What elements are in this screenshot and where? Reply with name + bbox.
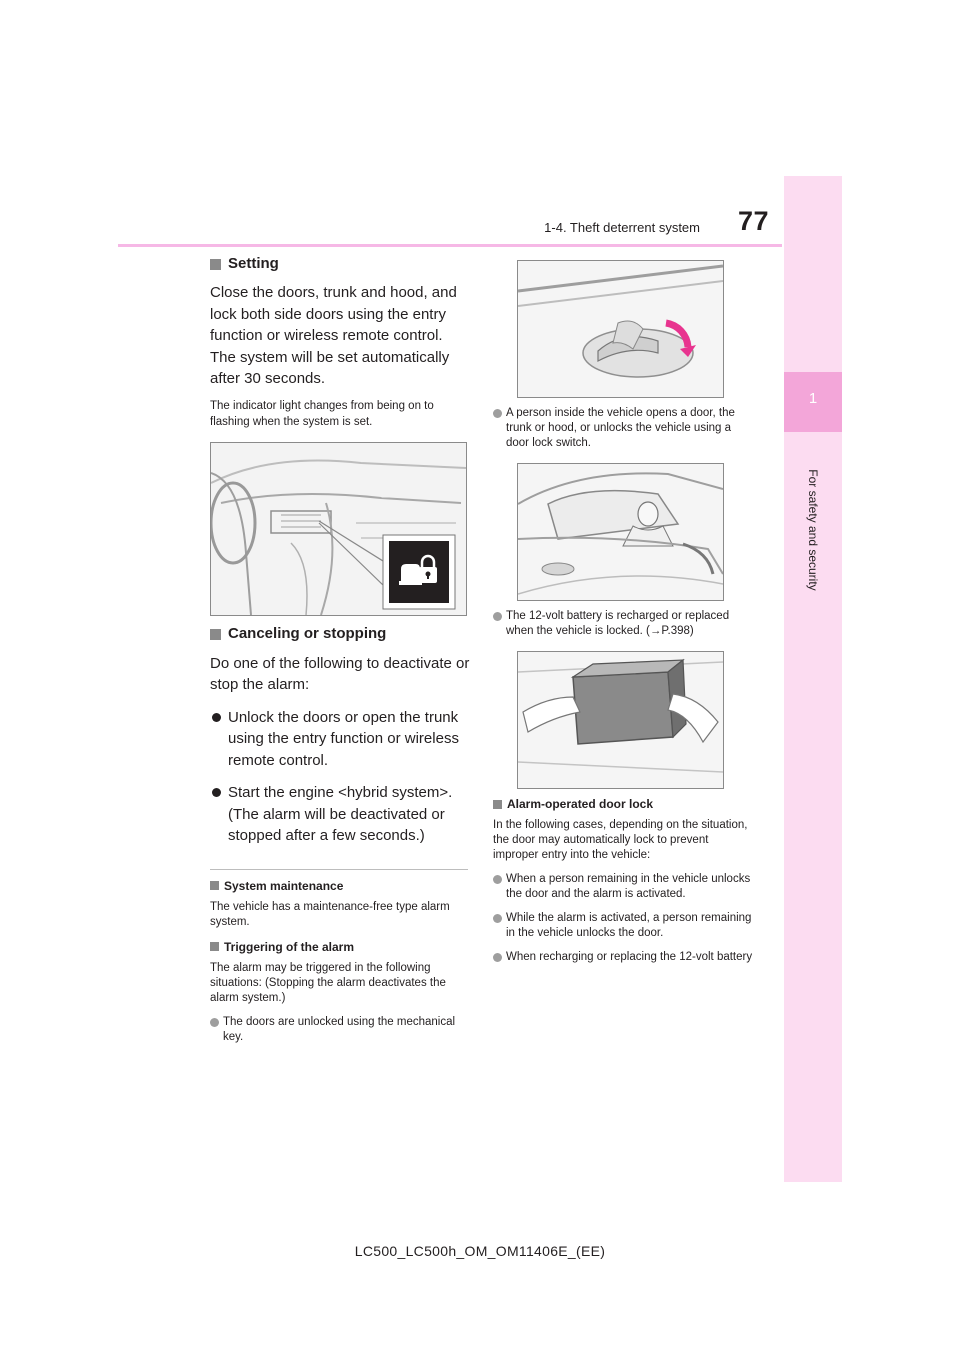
triggering-heading: Triggering of the alarm	[210, 939, 472, 955]
chapter-side-band	[784, 176, 842, 1182]
person-in-vehicle-drawing	[518, 464, 723, 600]
door-handle-drawing	[518, 261, 723, 397]
battery-illustration	[517, 651, 724, 789]
triggering-item: The doors are unlocked using the mechanical key.	[210, 1015, 472, 1045]
door-lock-heading: Alarm-operated door lock	[493, 796, 755, 812]
section-divider	[210, 869, 468, 870]
canceling-heading: Canceling or stopping	[210, 624, 472, 644]
canceling-item: Start the engine <hybrid system>. (The alarm will be deactivated or stopped after a few seconds.)	[210, 782, 472, 847]
person-in-vehicle-illustration	[517, 463, 724, 601]
bullet-dot-icon	[210, 1018, 219, 1027]
door-handle-illustration	[517, 260, 724, 398]
trigger-item: A person inside the vehicle opens a door, the trunk or hood, or unlocks the vehicle using a door lock switch.	[493, 406, 755, 451]
door-lock-item: When recharging or replacing the 12-volt battery	[493, 950, 755, 965]
battery-drawing	[518, 652, 723, 788]
bullet-dot-icon	[493, 409, 502, 418]
square-bullet-icon	[493, 800, 502, 809]
right-column	[493, 260, 755, 965]
door-lock-text: In the following cases, depending on the situation, the door may automatically lock to prevent improper entry into the vehicle:	[493, 819, 748, 861]
bullet-dot-icon	[493, 875, 502, 884]
trigger-item: The 12-volt battery is recharged or replaced when the vehicle is locked. (→P.398)	[493, 609, 755, 639]
square-bullet-icon	[210, 259, 221, 270]
maintenance-heading: System maintenance	[210, 878, 472, 894]
square-bullet-icon	[210, 942, 219, 951]
chapter-number: 1	[808, 390, 818, 407]
header-rule	[118, 244, 782, 247]
door-lock-item: While the alarm is activated, a person remaining in the vehicle unlocks the door.	[493, 911, 755, 941]
bullet-dot-icon	[493, 953, 502, 962]
bullet-dot-icon	[212, 788, 221, 797]
bullet-dot-icon	[493, 612, 502, 621]
dashboard-drawing	[211, 443, 466, 615]
document-code: LC500_LC500h_OM_OM11406E_(EE)	[354, 1243, 606, 1259]
setting-note: The indicator light changes from being on to flashing when the system is set.	[210, 399, 434, 428]
chapter-label: For safety and security	[806, 469, 820, 591]
square-bullet-icon	[210, 629, 221, 640]
canceling-item: Unlock the doors or open the trunk using the entry function or wireless remote control.	[210, 707, 472, 772]
canceling-text: Do one of the following to deactivate or stop the alarm:	[210, 654, 470, 693]
section-title: 1-4. Theft deterrent system	[544, 220, 700, 235]
dashboard-illustration	[210, 442, 467, 616]
bullet-dot-icon	[493, 914, 502, 923]
left-column	[210, 254, 472, 1045]
setting-text: Close the doors, trunk and hood, and lock both side doors using the entry function or wireless remote control. The system will be set automatically after 30 seconds.	[210, 284, 457, 387]
maintenance-text: The vehicle has a maintenance-free type alarm system.	[210, 900, 450, 928]
bullet-dot-icon	[212, 713, 221, 722]
door-lock-item: When a person remaining in the vehicle unlocks the door and the alarm is activated.	[493, 872, 755, 902]
triggering-text: The alarm may be triggered in the following situations: (Stopping the alarm deactivates the alarm system.)	[210, 961, 446, 1004]
page-number: 77	[738, 206, 770, 236]
square-bullet-icon	[210, 881, 219, 890]
setting-heading: Setting	[210, 254, 472, 274]
